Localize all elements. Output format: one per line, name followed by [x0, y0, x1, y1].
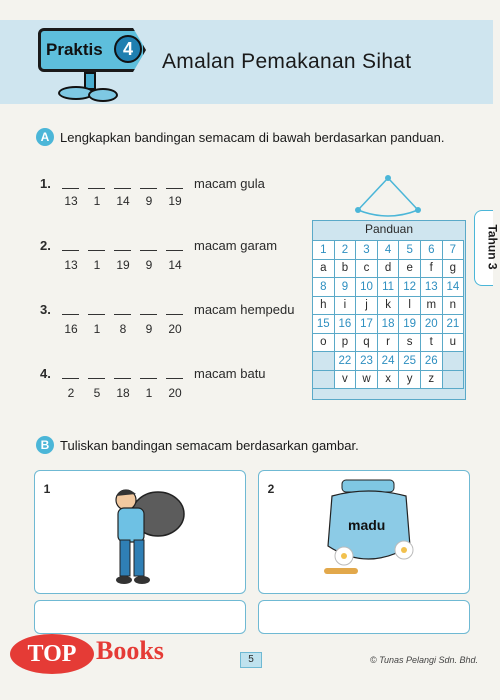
answer-blank[interactable]	[88, 188, 105, 189]
table-cell: 13	[420, 278, 442, 297]
jar-label: madu	[348, 517, 386, 533]
letter-code: 8	[119, 322, 127, 336]
table-row	[313, 296, 464, 315]
answer-blank[interactable]	[114, 314, 131, 315]
table-cell: 15	[313, 315, 335, 334]
answer-blank[interactable]	[140, 378, 157, 379]
table-cell: d	[377, 259, 399, 278]
table-cell: 1	[313, 241, 335, 260]
table-cell: q	[356, 333, 378, 352]
table-cell	[442, 352, 464, 371]
table-cell: 10	[356, 278, 378, 297]
letter-code: 9	[145, 322, 153, 336]
page-number: 5	[240, 652, 262, 668]
table-cell: v	[334, 370, 356, 389]
table-cell: 5	[399, 241, 421, 260]
table-row	[313, 278, 464, 297]
side-tab-label: Tahun 3	[485, 224, 500, 270]
letter-code: 1	[145, 386, 153, 400]
answer-blank[interactable]	[140, 250, 157, 251]
table-cell: w	[356, 370, 378, 389]
table-cell: 4	[377, 241, 399, 260]
table-cell: 12	[399, 278, 421, 297]
answer-blank[interactable]	[62, 250, 79, 251]
table-cell: p	[334, 333, 356, 352]
table-cell: m	[420, 296, 442, 315]
answer-blank[interactable]	[62, 314, 79, 315]
answer-box-2[interactable]	[258, 600, 470, 634]
letter-code: 13	[64, 258, 78, 272]
panduan-title: Panduan	[364, 222, 414, 236]
question-suffix: macam gula	[194, 176, 265, 191]
answer-blank[interactable]	[114, 378, 131, 379]
table-cell: 18	[377, 315, 399, 334]
table-cell: 20	[420, 315, 442, 334]
letter-code: 19	[168, 194, 182, 208]
letter-code: 20	[168, 322, 182, 336]
hanger-icon	[350, 172, 430, 222]
topbooks-logo-text: Books	[96, 636, 164, 665]
section-a-instruction: Lengkapkan bandingan semacam di bawah berdasarkan panduan.	[60, 130, 445, 145]
table-cell: 3	[356, 241, 378, 260]
table-cell: g	[442, 259, 464, 278]
table-cell: 24	[377, 352, 399, 371]
table-cell: c	[356, 259, 378, 278]
table-cell: r	[377, 333, 399, 352]
panduan-table	[312, 240, 464, 389]
table-cell: h	[313, 296, 335, 315]
table-row	[313, 333, 464, 352]
answer-blank[interactable]	[140, 188, 157, 189]
table-cell	[442, 370, 464, 389]
frame-number: 2	[267, 482, 275, 496]
answer-blank[interactable]	[166, 314, 183, 315]
table-cell: z	[420, 370, 442, 389]
rock-decoration	[88, 88, 118, 102]
table-cell: 21	[442, 315, 464, 334]
table-cell	[313, 352, 335, 371]
answer-blank[interactable]	[114, 250, 131, 251]
table-cell: a	[313, 259, 335, 278]
table-row	[313, 259, 464, 278]
table-cell: n	[442, 296, 464, 315]
section-b-badge: B	[36, 436, 54, 454]
letter-code: 16	[64, 322, 78, 336]
letter-code: 20	[168, 386, 182, 400]
table-cell: o	[313, 333, 335, 352]
table-cell: x	[377, 370, 399, 389]
copyright: © Tunas Pelangi Sdn. Bhd.	[370, 655, 479, 665]
letter-code: 2	[67, 386, 75, 400]
answer-blank[interactable]	[88, 314, 105, 315]
question-suffix: macam hempedu	[194, 302, 295, 317]
letter-code: 1	[93, 258, 101, 272]
section-b-instruction: Tuliskan bandingan semacam berdasarkan gambar.	[60, 438, 359, 453]
answer-blank[interactable]	[62, 188, 79, 189]
praktis-number: 4	[114, 35, 142, 63]
table-cell: 11	[377, 278, 399, 297]
table-row	[313, 241, 464, 260]
table-cell: i	[334, 296, 356, 315]
letter-code: 1	[93, 194, 101, 208]
answer-blank[interactable]	[88, 250, 105, 251]
letter-code: 5	[93, 386, 101, 400]
table-cell: 26	[420, 352, 442, 371]
praktis-label: Praktis	[46, 40, 103, 59]
table-cell: f	[420, 259, 442, 278]
letter-code: 18	[116, 386, 130, 400]
answer-blank[interactable]	[88, 378, 105, 379]
page-title: Amalan Pemakanan Sihat	[162, 50, 412, 73]
table-cell: e	[399, 259, 421, 278]
answer-blank[interactable]	[140, 314, 157, 315]
answer-blank[interactable]	[62, 378, 79, 379]
question-number: 1.	[40, 176, 51, 191]
answer-blank[interactable]	[166, 250, 183, 251]
letter-code: 1	[93, 322, 101, 336]
letter-code: 19	[116, 258, 130, 272]
table-cell: b	[334, 259, 356, 278]
question-number: 3.	[40, 302, 51, 317]
topbooks-logo: TOP	[10, 634, 94, 674]
table-cell: 16	[334, 315, 356, 334]
table-row	[313, 315, 464, 334]
section-a-badge: A	[36, 128, 54, 146]
question-suffix: macam batu	[194, 366, 266, 381]
table-row	[313, 352, 464, 371]
answer-box-1[interactable]	[34, 600, 246, 634]
table-cell: l	[399, 296, 421, 315]
table-cell: s	[399, 333, 421, 352]
frame-number: 1	[43, 482, 51, 496]
letter-code: 9	[145, 194, 153, 208]
letter-code: 9	[145, 258, 153, 272]
table-cell: t	[420, 333, 442, 352]
question-suffix: macam garam	[194, 238, 278, 253]
table-row	[313, 370, 464, 389]
person-carrying-sack-illustration	[96, 478, 206, 590]
table-cell: 14	[442, 278, 464, 297]
table-cell: 19	[399, 315, 421, 334]
table-cell	[313, 370, 335, 389]
table-cell: 17	[356, 315, 378, 334]
answer-blank[interactable]	[114, 188, 131, 189]
table-cell: j	[356, 296, 378, 315]
table-cell: 6	[420, 241, 442, 260]
question-number: 4.	[40, 366, 51, 381]
letter-code: 14	[168, 258, 182, 272]
table-cell: 25	[399, 352, 421, 371]
table-cell: k	[377, 296, 399, 315]
question-number: 2.	[40, 238, 51, 253]
letter-code: 14	[116, 194, 130, 208]
answer-blank[interactable]	[166, 188, 183, 189]
letter-code: 13	[64, 194, 78, 208]
table-cell: 22	[334, 352, 356, 371]
table-cell: 9	[334, 278, 356, 297]
answer-blank[interactable]	[166, 378, 183, 379]
table-cell: 2	[334, 241, 356, 260]
table-cell: u	[442, 333, 464, 352]
table-cell: 7	[442, 241, 464, 260]
table-cell: 8	[313, 278, 335, 297]
table-cell: y	[399, 370, 421, 389]
table-cell: 23	[356, 352, 378, 371]
